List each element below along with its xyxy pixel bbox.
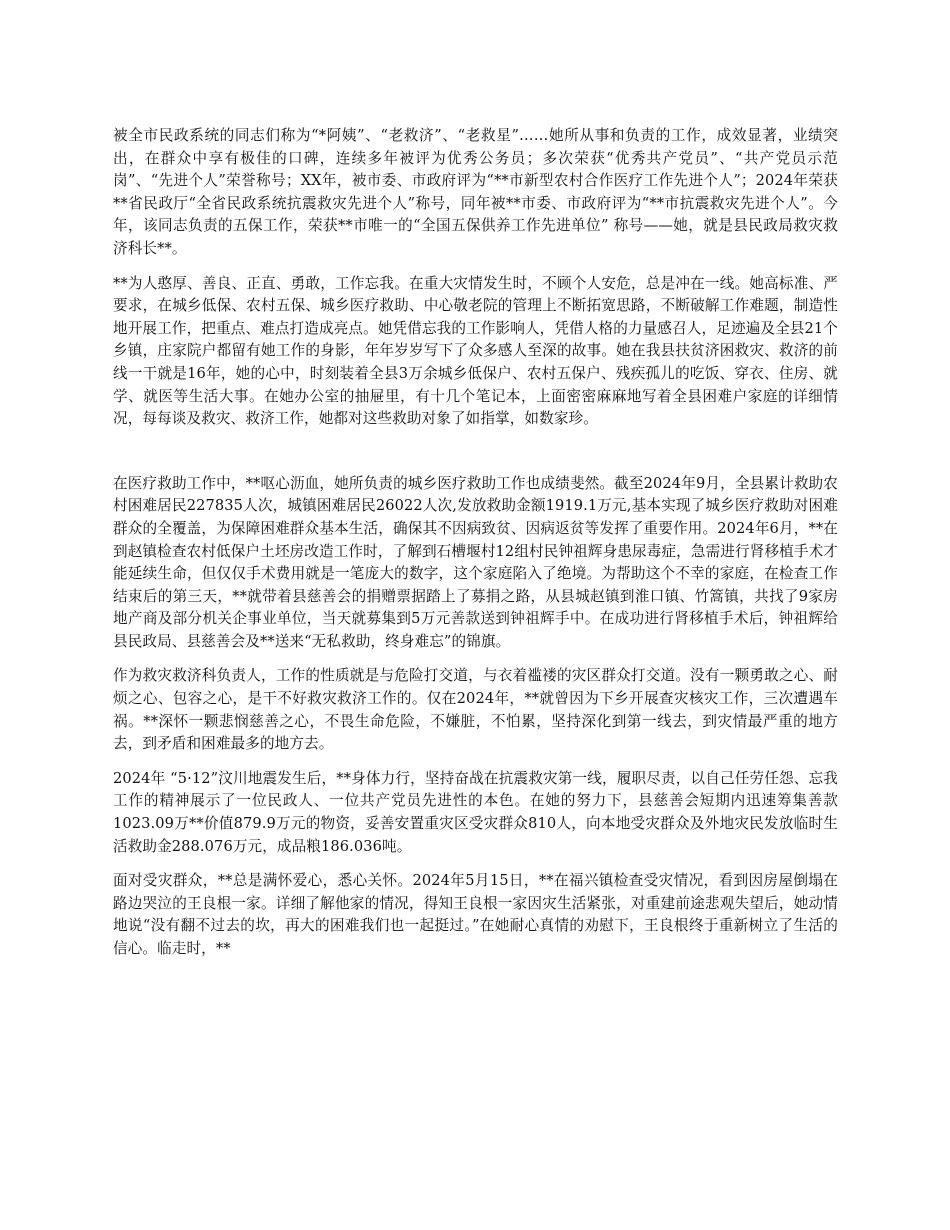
paragraph-victims: 面对受灾群众，**总是满怀爱心，悉心关怀。2024年5月15日，**在福兴镇检查受灾情况，看到因房屋倒塌在路边哭泣的王良根一家。详细了解他家的情况，得知王良根一家因灾生活紧张，对重建前途悲观失望后，她动情地说“没有翻不过去的坎，再大的困难我们也一起挺过。”在她耐心真情的劝慰下，王良根终于重新树立了生活的信心。临走时，**: [113, 872, 838, 957]
document-body: [113, 125, 838, 973]
paragraph-disaster-work: 作为救灾救济科负责人，工作的性质就是与危险打交道，与衣着褴褛的灾区群众打交道。没有一颗勇敢之心、耐烦之心、包容之心，是干不好救灾救济工作的。仅在2024年，**就曾因为下乡开展查灾核灾工作，三次遭遇车祸。**深怀一颗悲悯慈善之心，不畏生命危险，不嫌脏，不怕累，坚持深化到第一线去，到灾情最严重的地方去，到矛盾和困难最多的地方去。: [113, 667, 838, 753]
paragraph-intro-honors: 被全市民政系统的同志们称为“*阿姨”、“老救济”、“老救星”……她所从事和负责的工作，成效显著，业绩突出，在群众中享有极佳的口碑，连续多年被评为优秀公务员；多次荣获“优秀共产党员”、“共产党员示范岗”、“先进个人”荣誉称号；XX年，被市委、市政府评为“**市新型农村合作医疗工作先进个人”；2024年荣获**省民政厅“全省民政系统抗震救灾先进个人”称号，同年被**市委、市政府评为“**市抗震救灾先进个人”。今年，该同志负责的五保工作，荣获**市唯一的“全国五保供养工作先进单位” 称号——她，就是县民政局救灾救济科长**。: [113, 127, 838, 257]
paragraph-medical-aid: 在医疗救助工作中，**呕心沥血，她所负责的城乡医疗救助工作也成绩斐然。截至2024年9月，全县累计救助农村困难居民227835人次，城镇困难居民26022人次,发放救助金额1919.1万元,基本实现了城乡医疗救助对困难群众的全覆盖，为保障困难群众基本生活，确保其不因病致贫、因病返贫等发挥了重要作用。2024年6月，**在到赵镇检查农村低保户土坯房改造工作时，了解到石槽堰村12组村民钟祖辉身患尿毒症，急需进行肾移植手术才能延续生命，但仅仅手术费用就是一笔庞大的数字，这个家庭陷入了绝境。为帮助这个不幸的家庭，在检查工作结束后的第三天，**就带着县慈善会的捐赠票据踏上了募捐之路，从县城赵镇到淮口镇、竹篙镇，共找了9家房地产商及部分机关企事业单位，当天就募集到5万元善款送到钟祖辉手中。在成功进行肾移植手术后，钟祖辉给县民政局、县慈善会及**送来“无私救助，终身难忘”的锦旗。: [113, 474, 838, 650]
paragraph-earthquake: 2024年 “5·12”汶川地震发生后，**身体力行，坚持奋战在抗震救灾第一线，履职尽责，以自己任劳任怨、忘我工作的精神展示了一位民政人、一位共产党员先进性的本色。在她的努力下，县慈善会短期内迅速筹集善款1023.09万**价值879.9万元的物资，妥善安置重灾区受灾群众810人，向本地受灾群众及外地灾民发放临时生活救助金288.076万元，成品粮186.036吨。: [113, 769, 838, 855]
paragraph-character: **为人憨厚、善良、正直、勇敢，工作忘我。在重大灾情发生时，不顾个人安危，总是冲在一线。她高标准、严要求，在城乡低保、农村五保、城乡医疗救助、中心敬老院的管理上不断拓宽思路，不断破解工作难题，制造性地开展工作，把重点、难点打造成亮点。她凭借忘我的工作影响人，凭借人格的力量感召人，足迹遍及全县21个乡镇，庄家院户都留有她工作的身影，年年岁岁写下了众多感人至深的故事。她在我县扶贫济困救灾、救济的前线一干就是16年，她的心中，时刻装着全县3万余城乡低保户、农村五保户、残疾孤儿的吃饭、穿衣、住房、就学、就医等生活大事。在她办公室的抽屉里，有十几个笔记本，上面密密麻麻地写着全县困难户家庭的详细情况，每每谈及救灾、救济工作，她都对这些救助对象了如指掌，如数家珍。: [113, 274, 838, 428]
